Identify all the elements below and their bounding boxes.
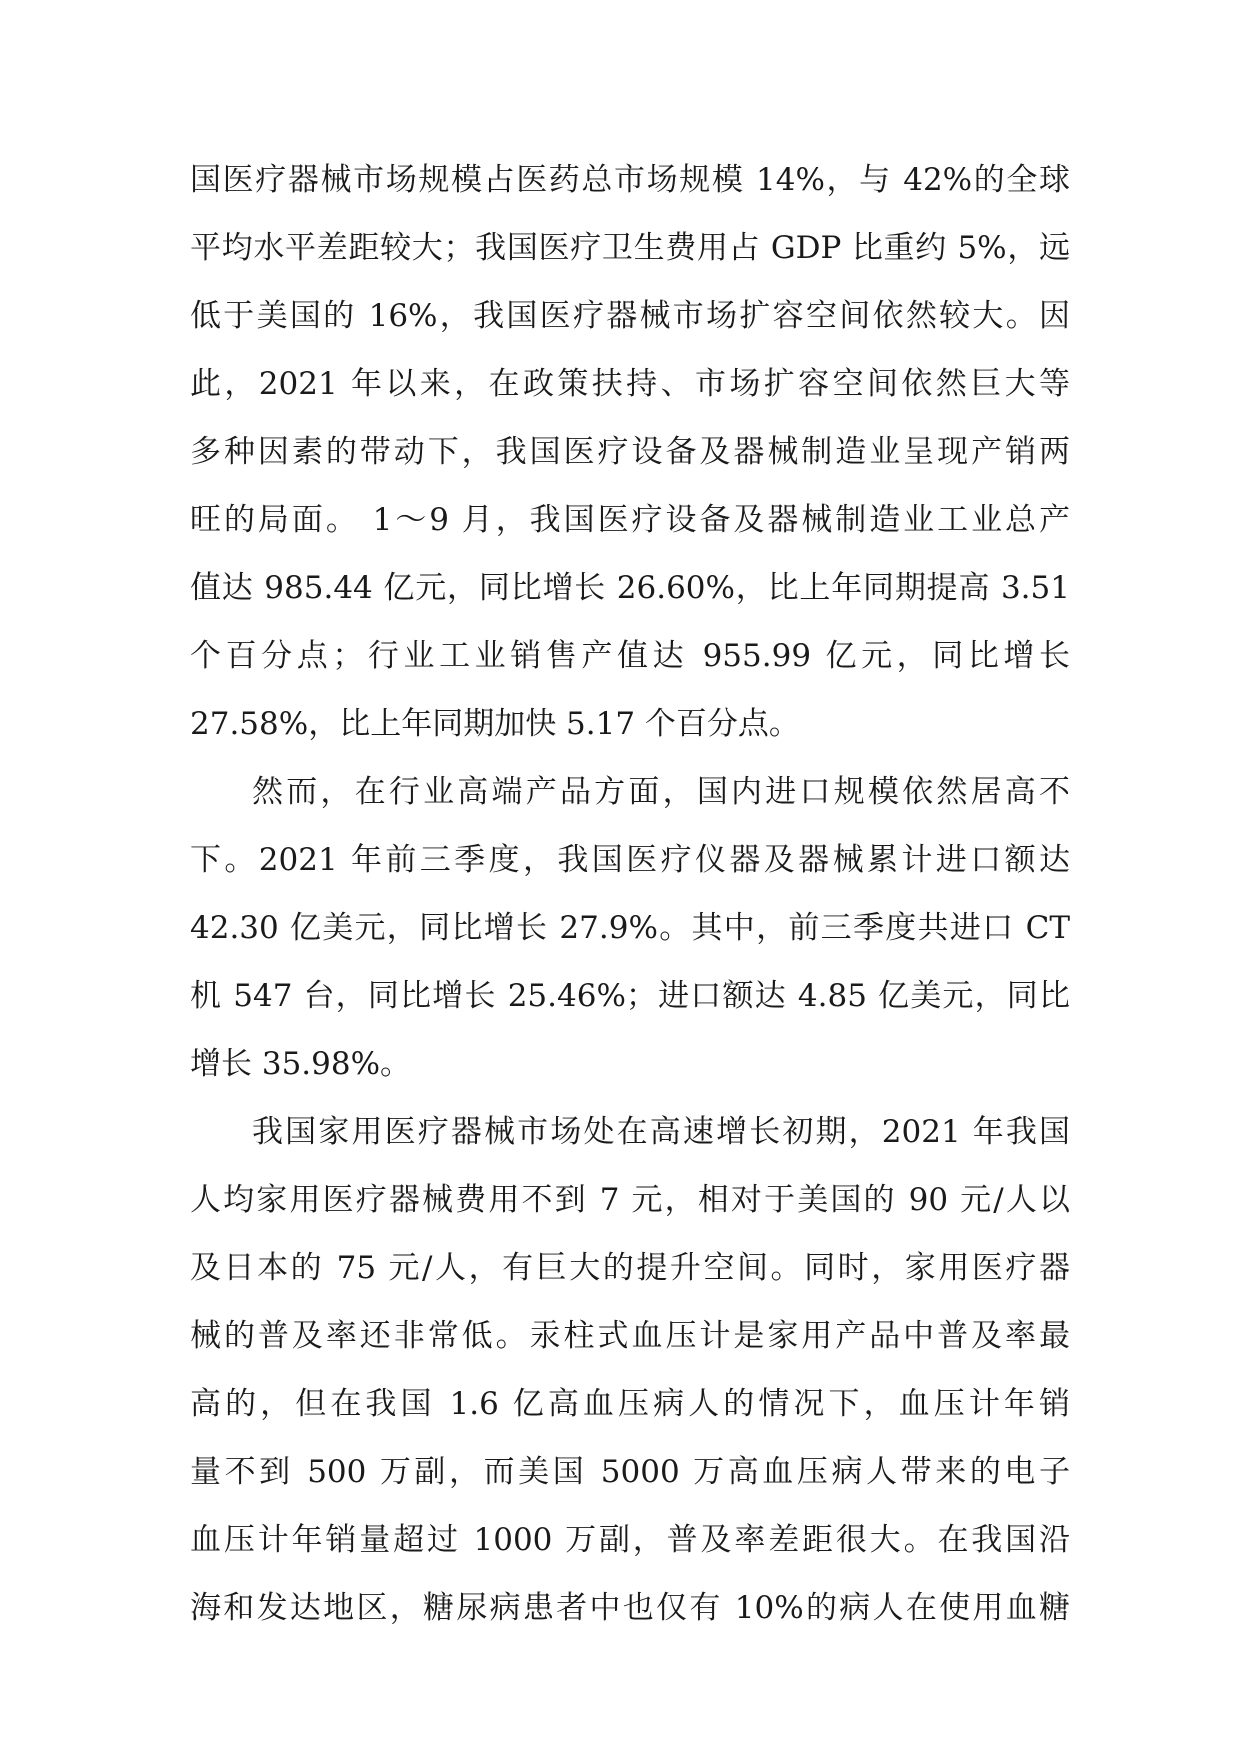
text-line: 42.30 亿美元，同比增长 27.9%。其中，前三季度共进口 CT: [190, 910, 1070, 946]
text-line: 我国家用医疗器械市场处在高速增长初期，2021 年我国: [252, 1114, 1070, 1150]
text-line: 然而，在行业高端产品方面，国内进口规模依然居高不: [252, 774, 1070, 810]
document-body: [190, 146, 1070, 1642]
text-line: 27.58%，比上年同期加快 5.17 个百分点。: [190, 706, 800, 742]
text-line: 旺的局面。 1～9 月，我国医疗设备及器械制造业工业总产: [190, 502, 1070, 538]
text-line: 血压计年销量超过 1000 万副，普及率差距很大。在我国沿: [190, 1522, 1070, 1558]
text-line: 此，2021 年以来，在政策扶持、市场扩容空间依然巨大等: [190, 366, 1070, 402]
text-line: 增长 35.98%。: [190, 1046, 412, 1082]
text-line: 海和发达地区，糖尿病患者中也仅有 10%的病人在使用血糖: [190, 1590, 1070, 1626]
text-line: 个百分点；行业工业销售产值达 955.99 亿元，同比增长: [190, 638, 1070, 674]
text-line: 械的普及率还非常低。汞柱式血压计是家用产品中普及率最: [190, 1318, 1070, 1354]
text-line: 量不到 500 万副，而美国 5000 万高血压病人带来的电子: [190, 1454, 1070, 1490]
text-line: 低于美国的 16%，我国医疗器械市场扩容空间依然较大。因: [190, 298, 1070, 334]
text-line: 下。2021 年前三季度，我国医疗仪器及器械累计进口额达: [190, 842, 1070, 878]
text-line: 多种因素的带动下，我国医疗设备及器械制造业呈现产销两: [190, 434, 1070, 470]
text-line: 平均水平差距较大；我国医疗卫生费用占 GDP 比重约 5%，远: [190, 230, 1070, 266]
text-line: 国医疗器械市场规模占医药总市场规模 14%，与 42%的全球: [190, 162, 1070, 198]
text-line: 值达 985.44 亿元，同比增长 26.60%，比上年同期提高 3.51: [190, 570, 1070, 606]
text-line: 人均家用医疗器械费用不到 7 元，相对于美国的 90 元/人以: [190, 1182, 1070, 1218]
text-line: 及日本的 75 元/人，有巨大的提升空间。同时，家用医疗器: [190, 1250, 1070, 1286]
text-line: 高的，但在我国 1.6 亿高血压病人的情况下，血压计年销: [190, 1386, 1070, 1422]
text-line: 机 547 台，同比增长 25.46%；进口额达 4.85 亿美元，同比: [190, 978, 1070, 1014]
